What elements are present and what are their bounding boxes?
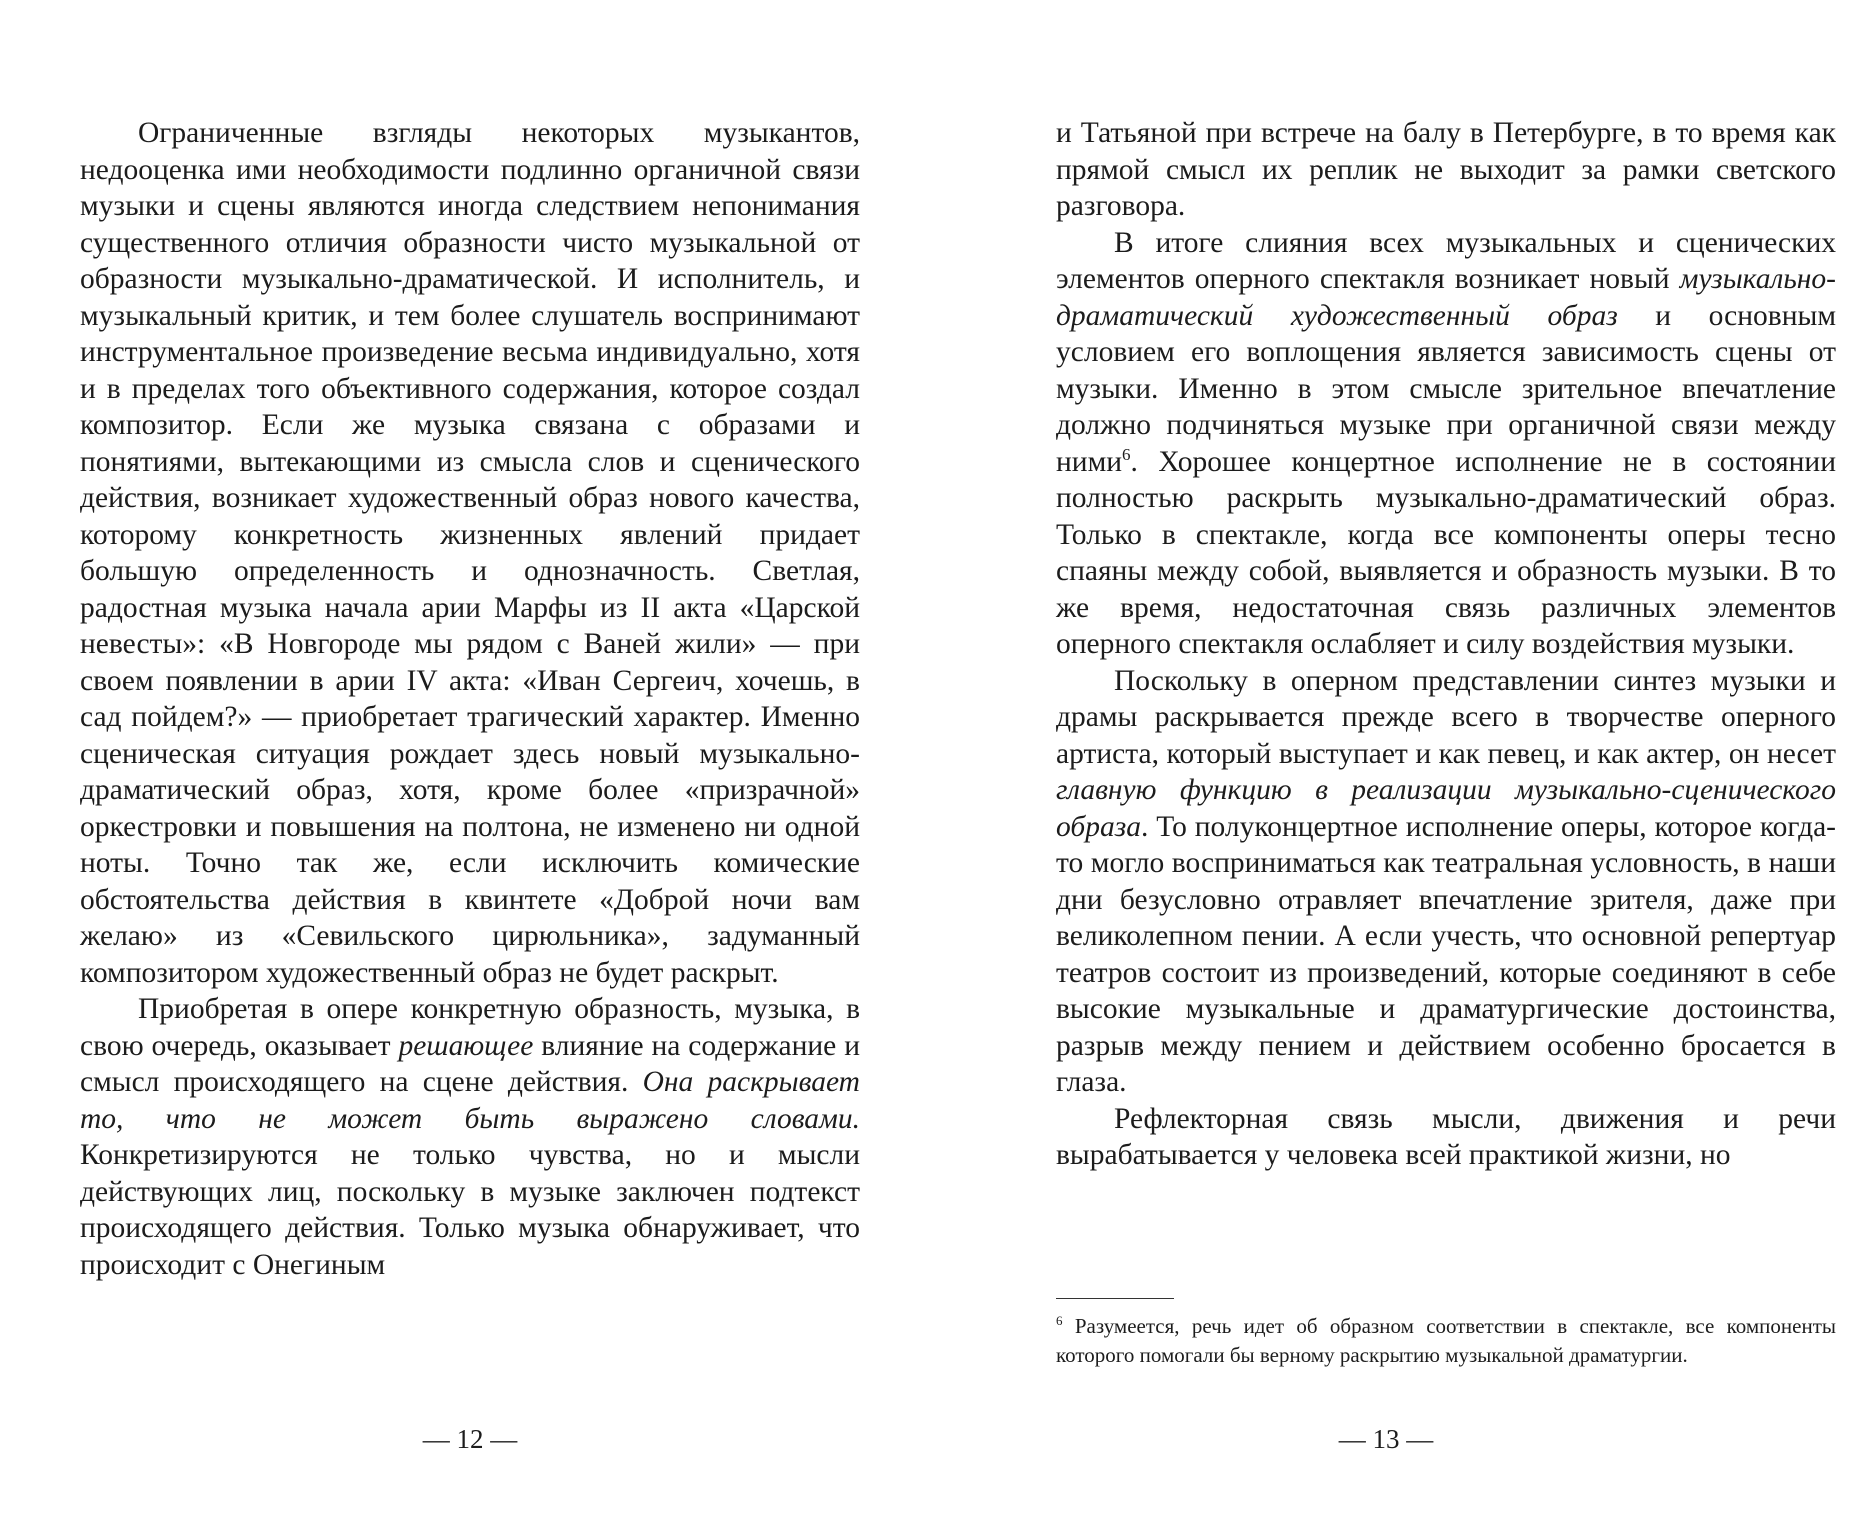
paragraph-text: Рефлекторная связь мысли, движения и речи вырабатывается у человека всей практикой жизни, но bbox=[1056, 1102, 1836, 1171]
footnote bbox=[1056, 1312, 1836, 1369]
paragraph bbox=[80, 991, 860, 1283]
emphasis-text: музыкально-драматический художественный образ bbox=[1056, 263, 1836, 332]
paragraph-text: . Хорошее концертное исполнение не в состоянии полностью раскрыть музыкально-драматический образ. Только в спектакле, когда все компоненты оперы тесно спаяны между собой, выявляется и образность музыки. В то же время, недостаточная связь различных элементов оперного спектакля ослабляет и силу воздействия музыки. bbox=[1056, 445, 1836, 660]
paragraph-text: и Татьяной при встрече на балу в Петербурге, в то время как прямой смысл их реплик не выходит за рамки светского разговора. bbox=[1056, 117, 1836, 222]
paragraph bbox=[80, 115, 860, 991]
footnote-reference: 6 bbox=[1122, 444, 1131, 464]
left-page-body bbox=[80, 115, 860, 1283]
paragraph-text: Конкретизируются не только чувства, но и мысли действующих лиц, поскольку в музыке заключен подтекст происходящего действия. Только музыка обнаруживает, что происходит с Онегиным bbox=[80, 1139, 860, 1281]
paragraph-text: Поскольку в оперном представлении синтез музыки и драмы раскрывается прежде всего в творчестве оперного артиста, который выступает и как певец, и как актер, он несет bbox=[1056, 664, 1836, 770]
right-page-body bbox=[1056, 115, 1836, 1174]
emphasis-text: главную функцию в реализации музыкально-сценического образа bbox=[1056, 774, 1836, 843]
paragraph bbox=[1056, 1101, 1836, 1174]
page-number: — 12 — bbox=[422, 1424, 518, 1454]
paragraph bbox=[1056, 663, 1836, 1101]
emphasis-text: Она раскрывает то, что не может быть выражено словами. bbox=[80, 1066, 860, 1135]
paragraph-text: Приобретая в опере конкретную образность, музыка, в свою очередь, оказывает bbox=[80, 993, 860, 1062]
paragraph-text: влияние на содержание и смысл происходящего на сцене действия. bbox=[80, 1029, 860, 1098]
footnote-marker: 6 bbox=[1056, 1313, 1063, 1328]
emphasis-text: решающее bbox=[398, 1029, 534, 1062]
footnote-text: Разумеется, речь идет об образном соответствии в спектакле, все компоненты которого помогали бы верному раскрытию музыкальной драматургии. bbox=[1056, 1314, 1836, 1367]
footnote-divider bbox=[1056, 1298, 1174, 1299]
paragraph-continuation bbox=[1056, 115, 1836, 225]
page-number: — 13 — bbox=[1338, 1424, 1434, 1454]
paragraph-text: . То полуконцертное исполнение оперы, которое когда-то могло восприниматься как театральная условность, в наши дни безусловно отравляет впечатление зрителя, даже при великолепном пении. А если учесть, что основной репертуар театров состоит из произведений, которые соединяют в себе высокие музыкальные и драматургические достоинства, разрыв между пением и действием особенно бросается в глаза. bbox=[1056, 810, 1836, 1098]
paragraph-text: В итоге слияния всех музыкальных и сценических элементов оперного спектакля возникает новый bbox=[1056, 226, 1836, 295]
paragraph bbox=[1056, 225, 1836, 663]
right-page bbox=[936, 0, 1872, 1528]
paragraph-text: и основным условием его воплощения является зависимость сцены от музыки. Именно в этом смысле зрительное впечатление должно подчиняться музыке при органичной связи между ними bbox=[1056, 299, 1836, 478]
paragraph-text: Ограниченные взгляды некоторых музыкантов, недооценка ими необходимости подлинно органичной связи музыки и сцены являются иногда следствием непонимания существенного отличия образности чисто музыкальной от образности музыкально-драматической. И исполнитель, и музыкальный критик, и тем более слушатель воспринимают инструментальное произведение весьма индивидуально, хотя и в пределах того объективного содержания, которое создал композитор. Если же музыка связана с образами и понятиями, вытекающими из смысла слов и сценического действия, возникает художественный образ нового качества, которому конкретность жизненных явлений придает большую определенность и однозначность. Светлая, радостная музыка начала арии Марфы из II акта «Царской невесты»: «В Новгороде мы рядом с Ваней жили» — при своем появлении в арии IV акта: «Иван Сергеич, хочешь, в сад пойдем?» — приобретает трагический характер. Именно сценическая ситуация рождает здесь новый музыкально-драматический образ, хотя, кроме более «призрачной» оркестровки и повышения на полтона, не изменено ни одной ноты. Точно так же, если исключить комические обстоятельства действия в квинтете «Доброй ночи вам желаю» из «Севильского цирюльника», задуманный композитором художественный образ не будет раскрыт. bbox=[80, 117, 860, 989]
